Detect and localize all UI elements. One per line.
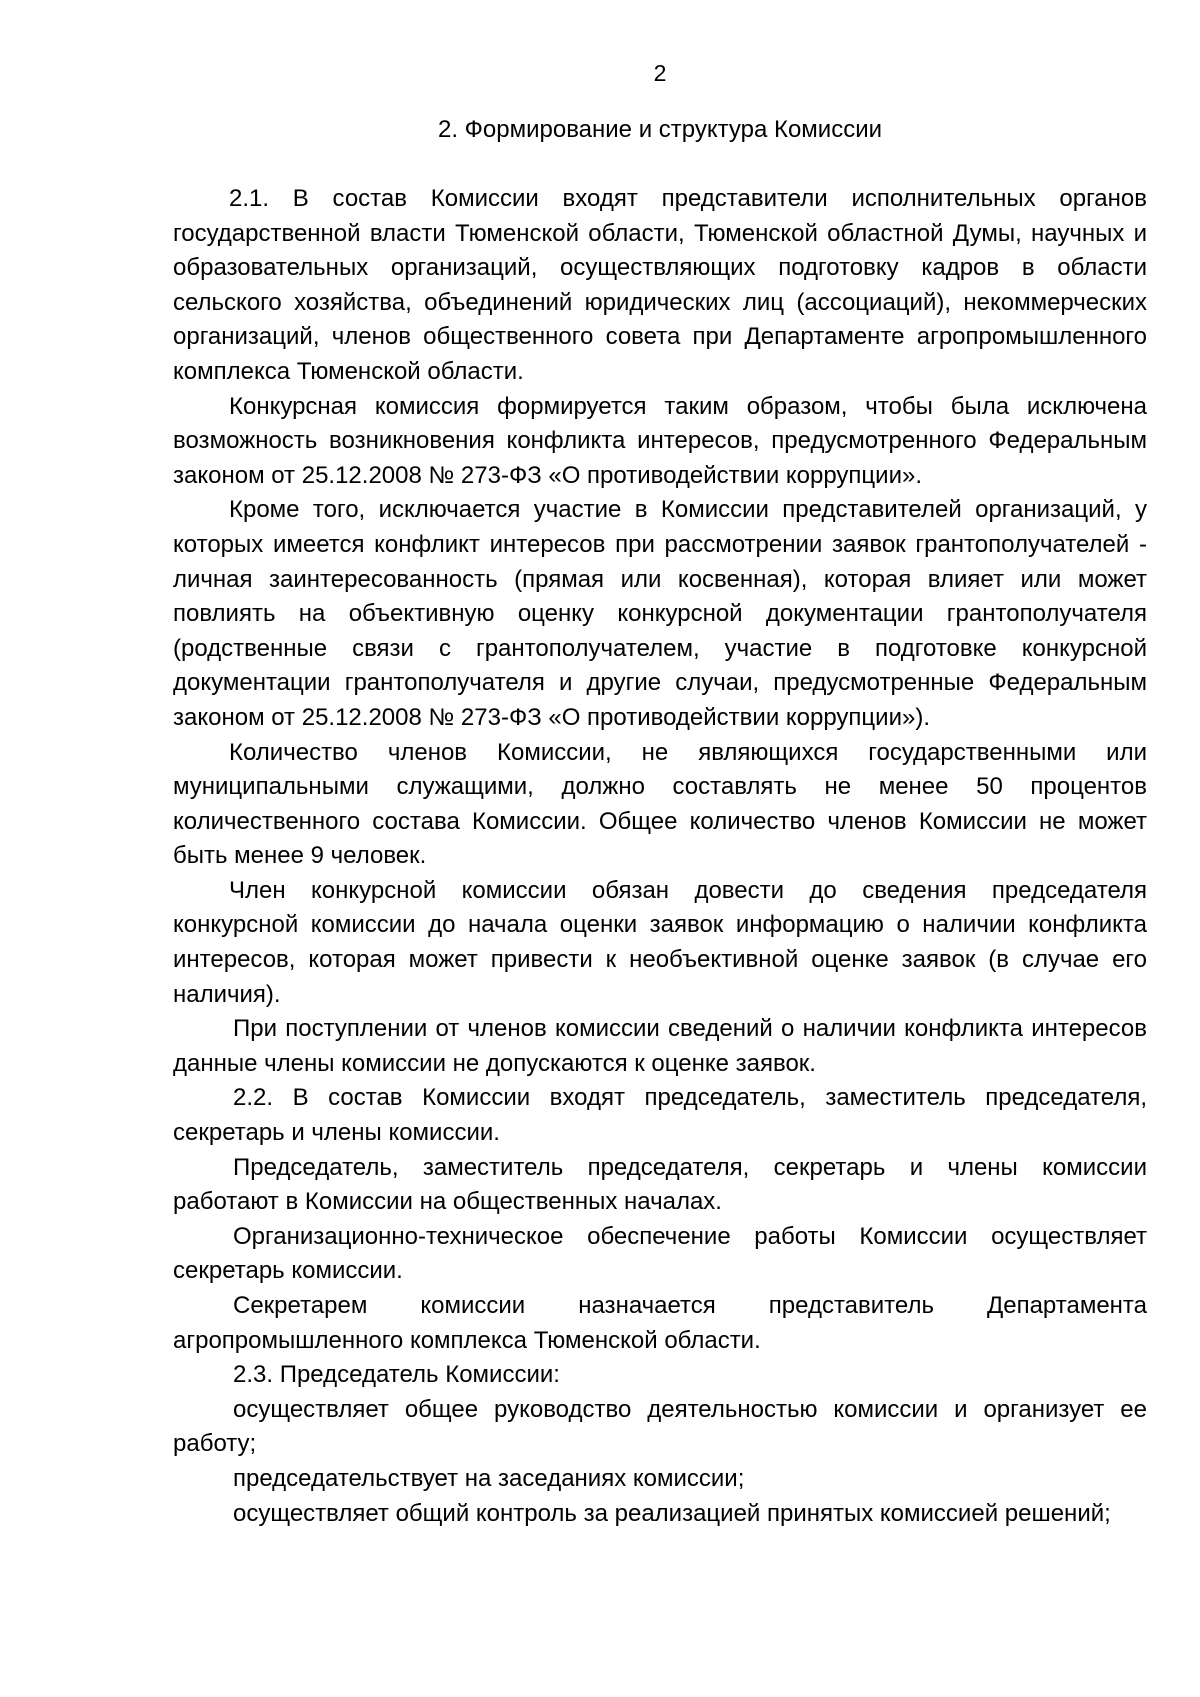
paragraph-secretary-appointment: Секретарем комиссии назначается представитель Департамента агропромышленного комплекса Тюменской области. [173, 1292, 1147, 1354]
section-heading: 2. Формирование и структура Комиссии [437, 116, 883, 143]
paragraph-commission-formation: Конкурсная комиссия формируется таким образом, чтобы была исключена возможность возникновения конфликта интересов, предусмотренного Федеральным законом от 25.12.2008 № 273-ФЗ «О противодействии коррупции». [173, 392, 1147, 489]
paragraph-conflict-disclosure: При поступлении от членов комиссии сведений о наличии конфликта интересов данные члены комиссии не допускаются к оценке заявок. [173, 1015, 1147, 1077]
document-body [173, 182, 1147, 1531]
page-number: 2 [653, 60, 667, 86]
paragraph-chairman-duty-2: председательствует на заседаниях комиссии; [233, 1464, 745, 1492]
paragraph-2-1-composition: 2.1. В состав Комиссии входят представители исполнительных органов государственной власти Тюменской области, Тюменской областной Думы, научных и образовательных организаций, осуществляющих подготовку кадров в области сельского хозяйства, объединений юридических лиц (ассоциаций), некоммерческих организаций, членов общественного совета при Департаменте агропромышленного комплекса Тюменской области. [173, 185, 1147, 385]
paragraph-chairman-duty-3: осуществляет общий контроль за реализацией принятых комиссией решений; [233, 1499, 1111, 1527]
paragraph-chairman-duty-1: осуществляет общее руководство деятельностью комиссии и организует ее работу; [173, 1395, 1147, 1458]
paragraph-public-basis: Председатель, заместитель председателя, секретарь и члены комиссии работают в Комиссии на общественных началах. [173, 1153, 1147, 1216]
paragraph-2-2-structure: 2.2. В состав Комиссии входят председатель, заместитель председателя, секретарь и члены комиссии. [173, 1084, 1147, 1147]
paragraph-member-count: Количество членов Комиссии, не являющихся государственными или муниципальными служащими, должно составлять не менее 50 процентов количественного состава Комиссии. Общее количество членов Комиссии не может быть менее 9 человек. [173, 738, 1147, 870]
paragraph-exclusion-conflict: Кроме того, исключается участие в Комиссии представителей организаций, у которых имеется конфликт интересов при рассмотрении заявок грантополучателей - личная заинтересованность (прямая или косвенная), которая влияет или может повлиять на объективную оценку конкурсной документации грантополучателя (родственные связи с грантополучателем, участие в подготовке конкурсной документации грантополучателя и другие случаи, предусмотренные Федеральным законом от 25.12.2008 № 273-ФЗ «О противодействии коррупции»). [173, 496, 1147, 731]
paragraph-2-3-chairman: 2.3. Председатель Комиссии: [233, 1361, 560, 1389]
paragraph-member-obligation: Член конкурсной комиссии обязан довести до сведения председателя конкурсной комиссии до начала оценки заявок информацию о наличии конфликта интересов, которая может привести к необъективной оценке заявок (в случае его наличия). [173, 876, 1147, 1008]
paragraph-technical-support: Организационно-техническое обеспечение работы Комиссии осуществляет секретарь комиссии. [173, 1222, 1147, 1285]
